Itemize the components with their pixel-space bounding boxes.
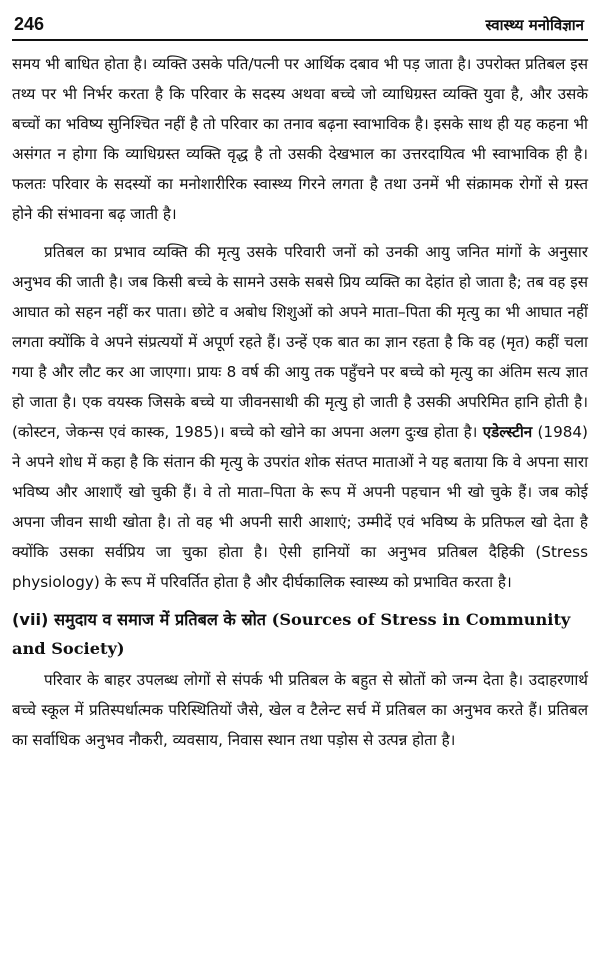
section-title-hindi: समुदाय व समाज में प्रतिबल के स्रोत xyxy=(54,610,267,629)
paragraph-3: परिवार के बाहर उपलब्ध लोगों से संपर्क भी प्रतिबल के बहुत से स्रोतों को जन्म देता है। उदाहरणार्थ बच्चे स्कूल में प्रतिस्पर्धात्मक परिस्थितियों जैसे, खेल व टैलेन्ट सर्च में प्रतिबल का अनुभव करते हैं। प्रतिबल का सर्वाधिक अनुभव नौकरी, व्यवसाय, निवास स्थान तथा पड़ोस से उत्पन्न होता है। xyxy=(12,671,588,749)
section-title-english: (Sources of Stress in Community and Society) xyxy=(12,610,571,658)
author-name-bold: एडेल्स्टीन xyxy=(482,423,533,441)
page-header xyxy=(12,14,588,41)
section-number: (vii) xyxy=(12,610,49,629)
paragraph-2-part-1: प्रतिबल का प्रभाव व्यक्ति की मृत्यु उसके परिवारी जनों को उनकी आयु जनित मांगों के अनुसार अनुभव की जाती है। जब किसी बच्चे के सामने उसके सबसे प्रिय व्यक्ति का देहांत हो जाता है; तब वह इस आघात को सहन नहीं कर पाता। छोटे व अबोध शिशुओं को अपने माता–पिता की मृत्यु का भी आघात नहीं लगता क्योंकि वे अपने संप्रत्ययों में अपूर्ण रहते हैं। उन्हें एक बात का ज्ञान रहता है कि वह (मृत) कहीं चला गया है और लौट कर आ जाएगा। प्रायः 8 वर्ष की आयु तक पहुँचने पर बच्चे को मृत्यु का अंतिम सत्य ज्ञात हो जाता है। एक वयस्क जिसके बच्चे या जीवनसाथी की मृत्यु हो जाती है उसकी अपरिमित हानि होती है। (कोस्टन, जेकन्स एवं कास्क, 1985)। बच्चे को खोने का अपना अलग दुःख होता है। xyxy=(12,243,588,441)
paragraph-2 xyxy=(12,237,588,597)
body-text xyxy=(12,49,588,755)
paragraph-2-part-2: (1984) ने अपने शोध में कहा है कि संतान की मृत्यु के उपरांत शोक संतप्त माताओं ने यह बताया कि वे अपना सारा भविष्य और आशाएँ खो चुकी हैं। वे तो माता–पिता के रूप में अपनी पहचान भी खो चुके हैं। जब कोई अपना जीवन साथी खोता है। तो वह भी अपनी सारी आशाएं; उम्मीदें एवं भविष्य के प्रतिफल खो देता है क्योंकि उसका सर्वप्रिय जा चुका होता है। ऐसी हानियों का अनुभव प्रतिबल दैहिकी (Stress physiology) के रूप में परिवर्तित होता है और दीर्घकालिक स्वास्थ्य को प्रभावित करता है। xyxy=(12,423,588,591)
paragraph-1: समय भी बाधित होता है। व्यक्ति उसके पति/पत्नी पर आर्थिक दबाव भी पड़ जाता है। उपरोक्त प्रतिबल इस तथ्य पर भी निर्भर करता है कि परिवार के सदस्य अथवा बच्चे जो व्याधिग्रस्त व्यक्ति युवा है, और उसके बच्चों का भविष्य सुनिश्चित नहीं है तो परिवार का तनाव बढ़ना स्वाभाविक है। इसके साथ ही यह कहना भी असंगत न होगा कि व्याधिग्रस्त व्यक्ति वृद्ध है तो उसकी देखभाल का उत्तरदायित्व भी स्वाभाविक ही है। फलतः परिवार के सदस्यों का मनोशारीरिक स्वास्थ्य गिरने लगता है तथा उनमें भी संक्रामक रोगों से ग्रस्त होने की संभावना बढ़ जाती है। xyxy=(12,55,588,223)
running-title: स्वास्थ्य मनोविज्ञान xyxy=(485,16,584,34)
section-heading xyxy=(12,605,588,663)
page-number: 246 xyxy=(14,14,45,34)
